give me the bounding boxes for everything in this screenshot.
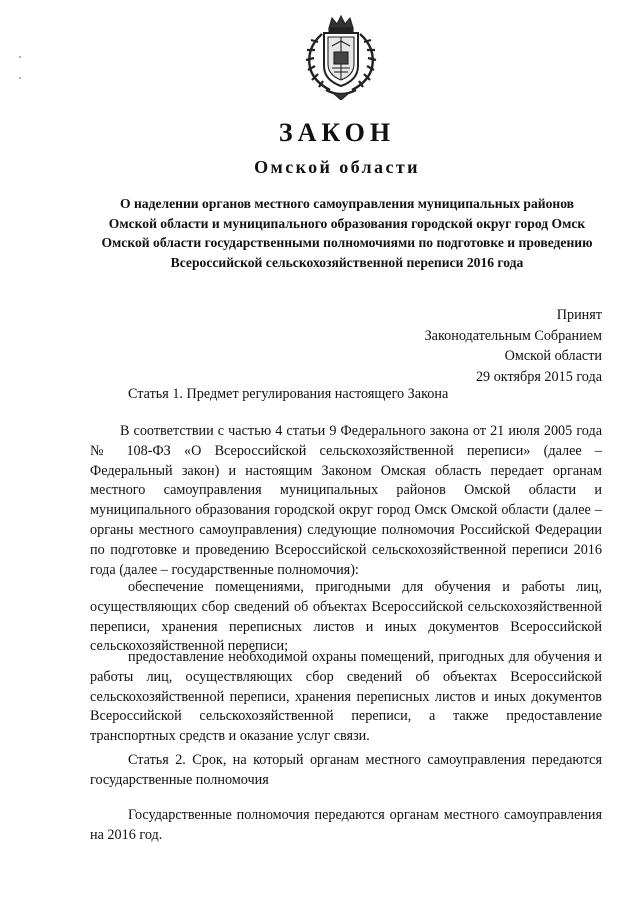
article-2-paragraph: Государственные полномочия передаются органам местного самоуправления на 2016 год. [90, 807, 602, 843]
region-name: Омской области [254, 157, 420, 177]
adoption-date: 29 октября 2015 года [475, 368, 602, 385]
adoption-line: Принят [556, 307, 602, 323]
article-1-heading: Статья 1. Предмет регулирования настоящего Закона [128, 386, 449, 402]
coat-of-arms-icon [296, 14, 386, 100]
scan-speck [19, 56, 21, 58]
article-1-paragraph: предоставление необходимой охраны помещений, пригодных для обучения и работы лиц, осуществляющих сбор сведений об объектах Всероссийской сельскохозяйственной переписи, хранения переписных листов и иных документов Всероссийской сельскохозяйственной переписи, а также предоставление транспортных средств и оказание услуг связи. [90, 649, 602, 745]
article-1-paragraph: обеспечение помещениями, пригодными для обучения и работы лиц, осуществляющих сбор сведений об объектах Всероссийской сельскохозяйственной переписи, хранения переписных листов и иных документов Всероссийской сельскохозяйственной переписи; [90, 579, 602, 655]
law-title: ЗАКОН [278, 118, 396, 147]
adoption-block [425, 305, 602, 387]
adoption-line: Омской области [504, 348, 602, 364]
adoption-line: Законодательным Собранием [424, 327, 602, 344]
article-1-paragraph: В соответствии с частью 4 статьи 9 Федерального закона от 21 июля 2005 года № 108-ФЗ «О Всероссийской сельскохозяйственной переписи» (далее – Федеральный закон) и настоящим Законом Омская область передает органам местного самоуправления муниципальных районов Омской области и муниципального образования городской округ город Омск Омской области (далее – органы местного самоуправления) следующие полномочия Российской Федерации по подготовке и проведению Всероссийской сельскохозяйственной переписи 2016 года (далее – государственные полномочия): [90, 423, 602, 578]
scan-speck [19, 77, 21, 79]
law-subject: О наделении органов местного самоуправления муниципальных районов Омской области и муниципального образования городской округ город Омск Омской области государственными полномочиями по подготовке и проведению Всероссийской сельскохозяйственной переписи 2016 года [101, 196, 593, 270]
article-2-heading: Статья 2. Срок, на который органам местного самоуправления передаются государственные полномочия [90, 752, 602, 788]
